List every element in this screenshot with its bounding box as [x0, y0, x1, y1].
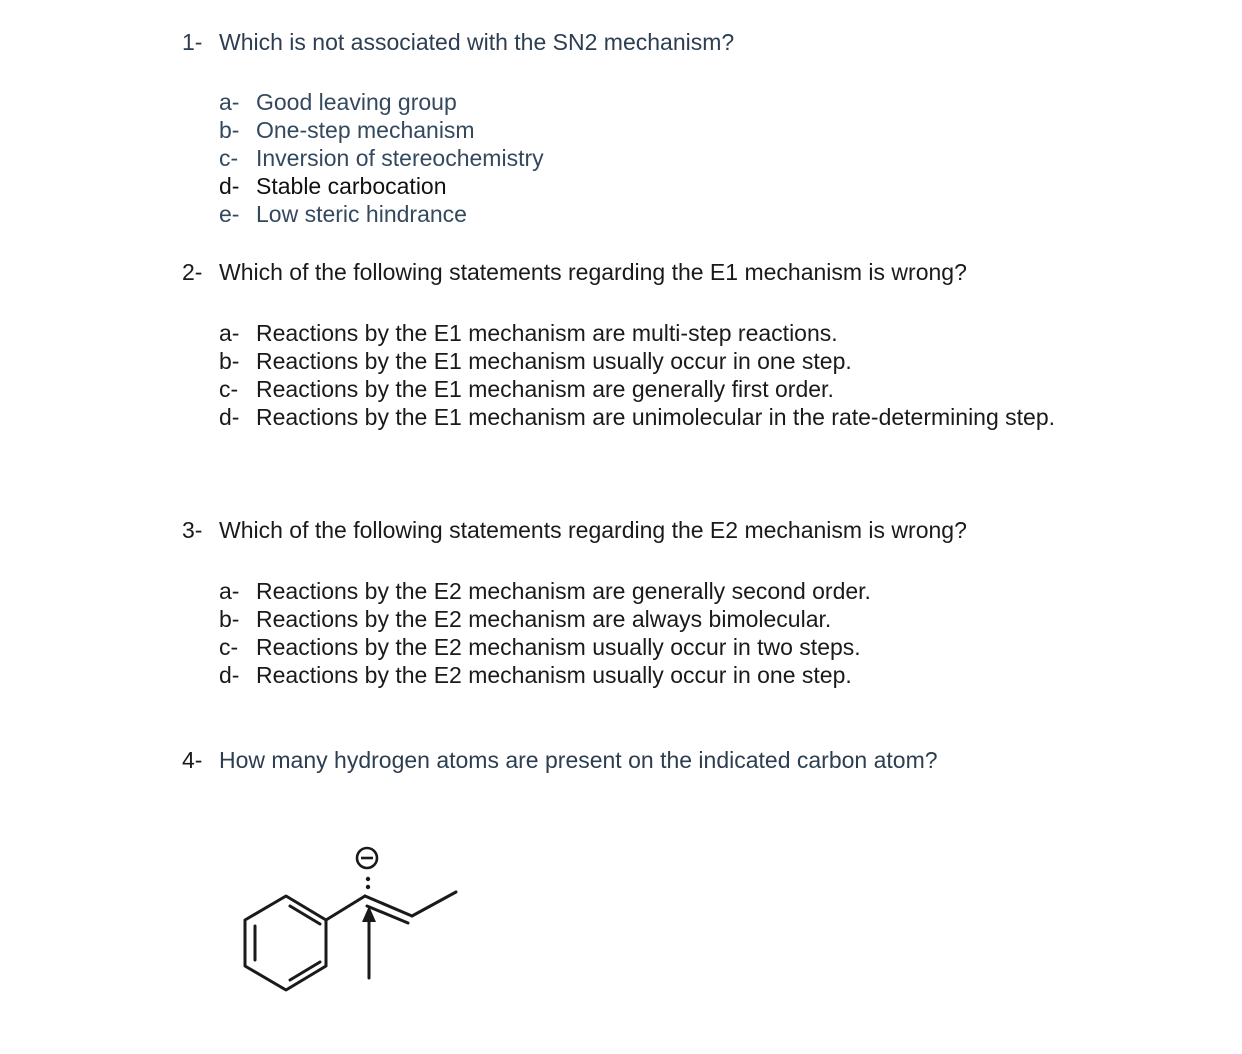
option-text: Inversion of stereochemistry [256, 145, 544, 171]
option-d[interactable] [219, 403, 1056, 431]
option-text: Good leaving group [256, 89, 457, 115]
question-number: 1- [182, 29, 203, 55]
option-text: Reactions by the E1 mechanism are generally first order. [256, 376, 834, 402]
question-text: How many hydrogen atoms are present on the indicated carbon atom? [219, 747, 938, 773]
option-text: Reactions by the E1 mechanism are unimolecular in the rate-determining step. [256, 404, 1056, 430]
option-text: Reactions by the E1 mechanism usually occur in one step. [256, 348, 852, 374]
option-text: Reactions by the E2 mechanism are always bimolecular. [256, 606, 832, 632]
option-letter: e- [219, 201, 240, 227]
option-b[interactable] [219, 116, 544, 144]
chemical-structure [228, 836, 468, 1006]
option-b[interactable] [219, 347, 1056, 375]
option-letter: c- [219, 145, 239, 171]
option-letter: c- [219, 634, 239, 660]
lone-pair-dot [366, 885, 370, 889]
option-letter: d- [219, 404, 240, 430]
option-text: Reactions by the E2 mechanism are generally second order. [256, 578, 871, 604]
option-c[interactable] [219, 144, 544, 172]
lone-pair-dot [366, 877, 370, 881]
question-text: Which of the following statements regarding the E1 mechanism is wrong? [219, 259, 967, 285]
option-text: Low steric hindrance [256, 201, 467, 227]
option-a[interactable] [219, 319, 1056, 347]
bond-ring-to-carbon [326, 896, 365, 920]
option-b[interactable] [219, 605, 871, 633]
option-letter: c- [219, 376, 239, 402]
question-text: Which is not associated with the SN2 mechanism? [219, 29, 735, 55]
question-number: 4- [182, 747, 203, 773]
option-letter: d- [219, 173, 240, 199]
methyl-bond [412, 892, 456, 916]
option-d[interactable] [219, 661, 871, 689]
question-1-options [219, 88, 544, 228]
option-d[interactable] [219, 172, 544, 200]
option-c[interactable] [219, 633, 871, 661]
option-letter: b- [219, 348, 240, 374]
option-letter: a- [219, 578, 240, 604]
option-e[interactable] [219, 200, 544, 228]
option-letter: d- [219, 662, 240, 688]
option-letter: a- [219, 320, 240, 346]
option-text: Reactions by the E1 mechanism are multi-step reactions. [256, 320, 838, 346]
question-3-options [219, 577, 871, 689]
option-a[interactable] [219, 577, 871, 605]
question-number: 2- [182, 259, 203, 285]
question-2-options [219, 319, 1056, 431]
option-text: Reactions by the E2 mechanism usually occur in two steps. [256, 634, 861, 660]
option-text: Stable carbocation [256, 173, 447, 199]
benzene-ring [245, 896, 326, 990]
question-number: 3- [182, 517, 203, 543]
question-text: Which of the following statements regarding the E2 mechanism is wrong? [219, 517, 967, 543]
option-text: Reactions by the E2 mechanism usually occur in one step. [256, 662, 852, 688]
option-text: One-step mechanism [256, 117, 475, 143]
option-letter: b- [219, 117, 240, 143]
option-c[interactable] [219, 375, 1056, 403]
option-letter: a- [219, 89, 240, 115]
option-letter: b- [219, 606, 240, 632]
option-a[interactable] [219, 88, 544, 116]
